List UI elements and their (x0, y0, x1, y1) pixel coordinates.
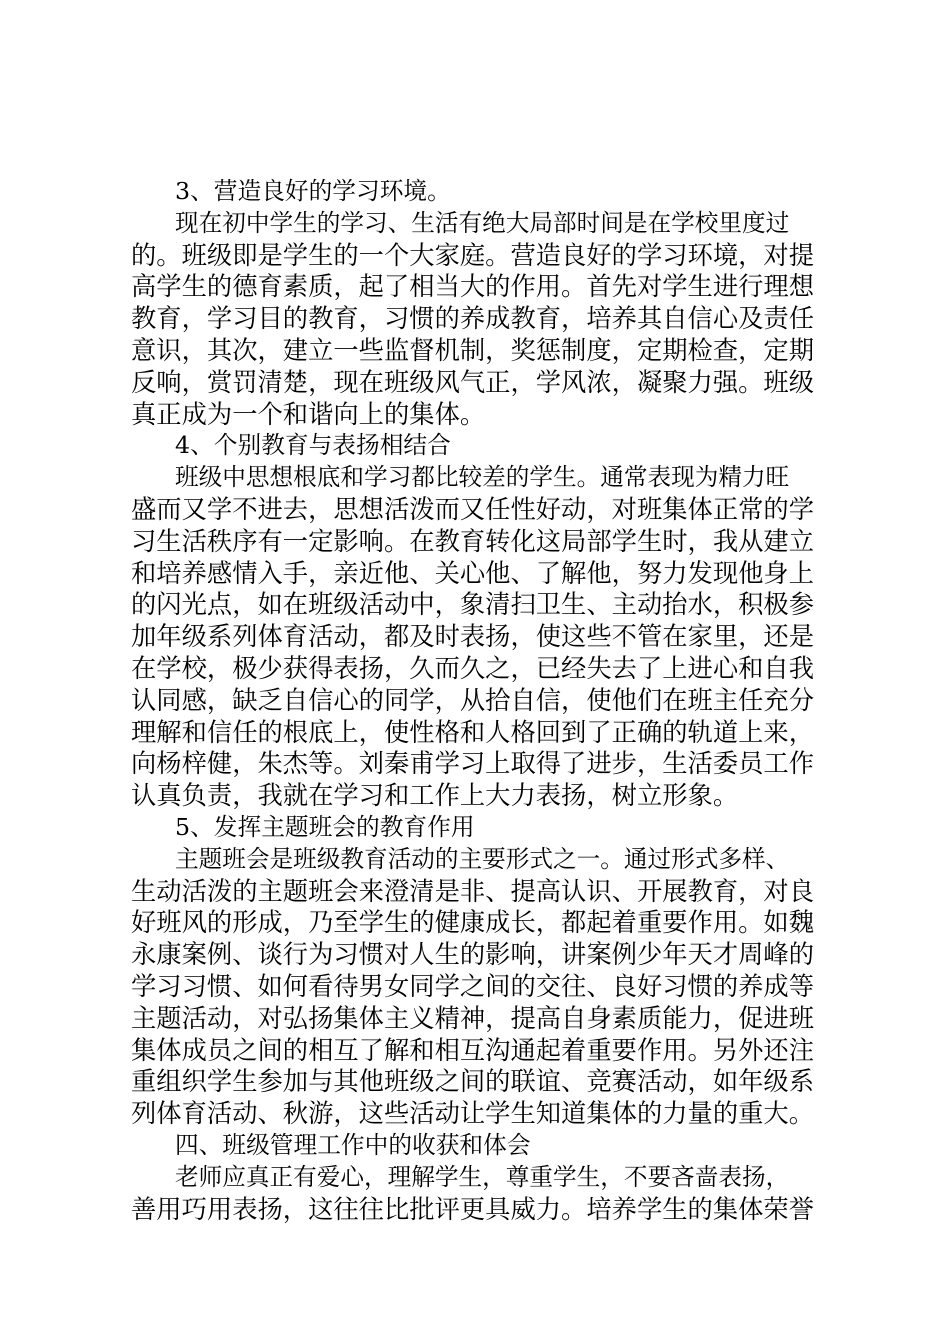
text-line: 和培养感情入手，亲近他、关心他、了解他，努力发现他身上 (131, 558, 815, 588)
text-line: 向杨梓健，朱杰等。刘秦甫学习上取得了进步，生活委员工作 (131, 749, 815, 779)
text-line: 生动活泼的主题班会来澄清是非、提高认识、开展教育，对良 (131, 876, 815, 906)
text-line: 真正成为一个和谐向上的集体。 (131, 399, 486, 429)
text-line: 3、营造良好的学习环境。 (175, 177, 451, 205)
text-line: 加年级系列体育活动，都及时表扬，使这些不管在家里，还是 (131, 622, 815, 652)
text-line: 列体育活动、秋游，这些活动让学生知道集体的力量的重大。 (131, 1099, 815, 1129)
text-line: 意识，其次，建立一些监督机制，奖惩制度，定期检查，定期 (131, 335, 815, 365)
section-heading: 四、班级管理工作中的收获和体会 (175, 1130, 531, 1159)
text-line: 学习习惯、如何看待男女同学之间的交往、良好习惯的养成等 (131, 971, 815, 1001)
text-line: 的。班级即是学生的一个大家庭。营造良好的学习环境，对提 (131, 240, 815, 270)
text-line: 主题活动，对弘扬集体主义精神，提高自身素质能力，促进班 (131, 1003, 815, 1033)
text-line: 好班风的形成，乃至学生的健康成长，都起着重要作用。如魏 (131, 908, 815, 938)
text-line: 习生活秩序有一定影响。在教育转化这局部学生时，我从建立 (131, 526, 815, 556)
section-heading: 4、个别教育与表扬相结合 (175, 431, 451, 460)
text-line: 盛而又学不进去，思想活泼而又任性好动，对班集体正常的学 (131, 494, 815, 524)
section-heading: 5、发挥主题班会的教育作用 (175, 812, 475, 841)
text-line: 在学校，极少获得表扬，久而久之，已经失去了上进心和自我 (131, 653, 815, 683)
text-line: 主题班会是班级教育活动的主要形式之一。通过形式多样、 (175, 844, 790, 873)
text-line: 认同感，缺乏自信心的同学，从拾自信，使他们在班主任充分 (131, 685, 815, 715)
text-line: 理解和信任的根底上，使性格和人格回到了正确的轨道上来， (131, 717, 815, 747)
text-line: 班级中思想根底和学习都比较差的学生。通常表现为精力旺 (175, 463, 790, 492)
text-line: 永康案例、谈行为习惯对人生的影响，讲案例少年天才周峰的 (131, 940, 815, 970)
text-line: 现在初中学生的学习、生活有绝大局部时间是在学校里度过 (175, 208, 790, 237)
text-line: 善用巧用表扬，这往往比批评更具威力。培养学生的集体荣誉 (131, 1194, 815, 1224)
text-line: 教育，学习目的教育，习惯的养成教育，培养其自信心及责任 (131, 304, 815, 334)
text-line: 重组织学生参加与其他班级之间的联谊、竞赛活动，如年级系 (131, 1067, 815, 1097)
text-line: 反响，赏罚清楚，现在班级风气正，学风浓，凝聚力强。班级 (131, 367, 815, 397)
text-line: 的闪光点，如在班级活动中，象清扫卫生、主动抬水，积极参 (131, 590, 815, 620)
text-line: 老师应真正有爱心，理解学生，尊重学生，不要吝啬表扬， (175, 1162, 790, 1191)
text-line: 集体成员之间的相互了解和相互沟通起着重要作用。另外还注 (131, 1035, 815, 1065)
text-line: 高学生的德育素质，起了相当大的作用。首先对学生进行理想 (131, 272, 815, 302)
text-line: 认真负责，我就在学习和工作上大力表扬，树立形象。 (131, 781, 739, 811)
document-body (131, 176, 831, 1225)
